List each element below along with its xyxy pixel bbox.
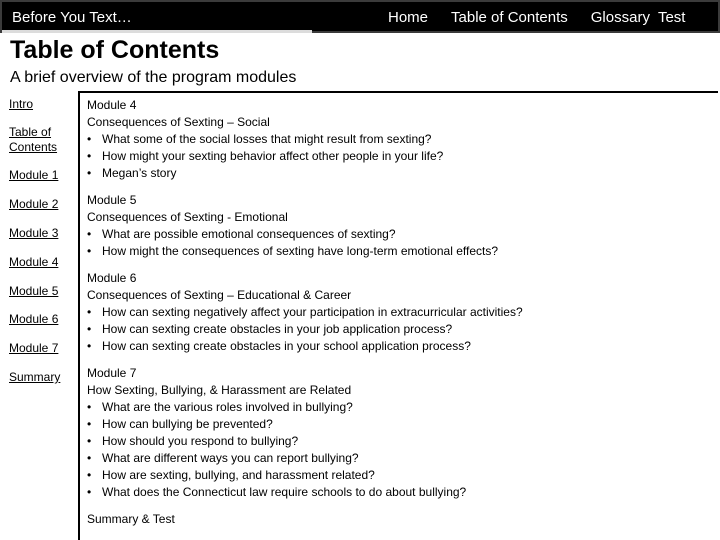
bullet-icon: • bbox=[87, 149, 92, 163]
module-4-section bbox=[87, 97, 707, 182]
summary-heading: Summary & Test bbox=[87, 512, 175, 526]
bullet-icon: • bbox=[87, 434, 92, 448]
list-item bbox=[87, 226, 707, 243]
sidebar-item-intro[interactable]: Intro bbox=[9, 97, 34, 111]
brand-underline bbox=[2, 30, 312, 33]
list-item bbox=[87, 148, 707, 165]
module-subtitle: Consequences of Sexting - Emotional bbox=[87, 210, 288, 224]
module-heading: Module 7 bbox=[87, 366, 137, 380]
modules-content bbox=[87, 97, 707, 528]
list-item-text: What are the various roles involved in bullying? bbox=[102, 400, 353, 414]
sidebar-item-module-3[interactable]: Module 3 bbox=[9, 226, 59, 240]
list-item bbox=[87, 338, 707, 355]
bullet-icon: • bbox=[87, 166, 92, 180]
bullet-icon: • bbox=[87, 468, 92, 482]
list-item-text: How are sexting, bullying, and harassment related? bbox=[102, 468, 375, 482]
bullet-icon: • bbox=[87, 417, 92, 431]
module-points bbox=[87, 399, 707, 501]
vertical-divider bbox=[78, 91, 80, 540]
list-item bbox=[87, 131, 707, 148]
module-subtitle: How Sexting, Bullying, & Harassment are Related bbox=[87, 383, 352, 397]
bullet-icon: • bbox=[87, 305, 92, 319]
list-item bbox=[87, 416, 707, 433]
bullet-icon: • bbox=[87, 451, 92, 465]
sidebar-item-module-4[interactable]: Module 4 bbox=[9, 255, 59, 269]
list-item bbox=[87, 304, 707, 321]
bullet-icon: • bbox=[87, 339, 92, 353]
sidebar-item-summary[interactable]: Summary bbox=[9, 370, 61, 384]
list-item-text: How might your sexting behavior affect other people in your life? bbox=[102, 149, 444, 163]
list-item bbox=[87, 243, 707, 260]
module-heading: Module 4 bbox=[87, 98, 137, 112]
bullet-icon: • bbox=[87, 485, 92, 499]
nav-table-of-contents-link[interactable]: Table of Contents bbox=[451, 9, 568, 26]
list-item-text: How can sexting negatively affect your participation in extracurricular activities? bbox=[102, 305, 523, 319]
sidebar-item-module-1[interactable]: Module 1 bbox=[9, 168, 59, 182]
list-item bbox=[87, 165, 707, 182]
nav-spacer bbox=[576, 9, 583, 26]
list-item-text: What does the Connecticut law require schools to do about bullying? bbox=[102, 485, 467, 499]
module-heading: Module 6 bbox=[87, 271, 137, 285]
list-item-text: What are different ways you can report bullying? bbox=[102, 451, 359, 465]
module-points bbox=[87, 304, 707, 355]
list-item-text: How might the consequences of sexting have long-term emotional effects? bbox=[102, 244, 498, 258]
module-6-section bbox=[87, 270, 707, 355]
bullet-icon: • bbox=[87, 132, 92, 146]
horizontal-divider bbox=[78, 91, 718, 93]
module-subtitle: Consequences of Sexting – Social bbox=[87, 115, 270, 129]
sidebar-item-table-of-contents[interactable]: Table of Contents bbox=[9, 125, 58, 154]
bullet-icon: • bbox=[87, 322, 92, 336]
sidebar-item-module-2[interactable]: Module 2 bbox=[9, 197, 59, 211]
module-heading: Module 5 bbox=[87, 193, 137, 207]
sidebar-item-module-6[interactable]: Module 6 bbox=[9, 312, 59, 326]
module-5-section bbox=[87, 192, 707, 260]
module-subtitle: Consequences of Sexting – Educational & Career bbox=[87, 288, 352, 302]
list-item-text: How can bullying be prevented? bbox=[102, 417, 273, 431]
list-item-text: How can sexting create obstacles in your school application process? bbox=[102, 339, 471, 353]
bullet-icon: • bbox=[87, 227, 92, 241]
page-title: Table of Contents bbox=[10, 36, 220, 64]
top-bar bbox=[0, 0, 720, 33]
list-item bbox=[87, 433, 707, 450]
list-item bbox=[87, 399, 707, 416]
list-item-text: What some of the social losses that might result from sexting? bbox=[102, 132, 432, 146]
list-item-text: How should you respond to bullying? bbox=[102, 434, 299, 448]
brand-title: Before You Text… bbox=[12, 9, 132, 26]
list-item bbox=[87, 321, 707, 338]
module-points bbox=[87, 226, 707, 260]
list-item bbox=[87, 450, 707, 467]
nav-home-link[interactable]: Home bbox=[388, 9, 429, 26]
bullet-icon: • bbox=[87, 400, 92, 414]
list-item-text: Megan’s story bbox=[102, 166, 177, 180]
sidebar-item-module-7[interactable]: Module 7 bbox=[9, 341, 59, 355]
bullet-icon: • bbox=[87, 244, 92, 258]
nav-glossary-link[interactable]: Glossary bbox=[590, 9, 650, 26]
nav-test-link[interactable]: Test bbox=[657, 9, 686, 26]
sidebar-item-module-5[interactable]: Module 5 bbox=[9, 284, 59, 298]
list-item-text: What are possible emotional consequences of sexting? bbox=[102, 227, 396, 241]
page-subtitle: A brief overview of the program modules bbox=[10, 69, 297, 86]
module-points bbox=[87, 131, 707, 182]
list-item bbox=[87, 467, 707, 484]
sidebar bbox=[9, 97, 77, 385]
module-7-section bbox=[87, 365, 707, 501]
top-nav bbox=[388, 9, 685, 26]
list-item bbox=[87, 484, 707, 501]
list-item-text: How can sexting create obstacles in your job application process? bbox=[102, 322, 453, 336]
nav-spacer bbox=[436, 9, 443, 26]
